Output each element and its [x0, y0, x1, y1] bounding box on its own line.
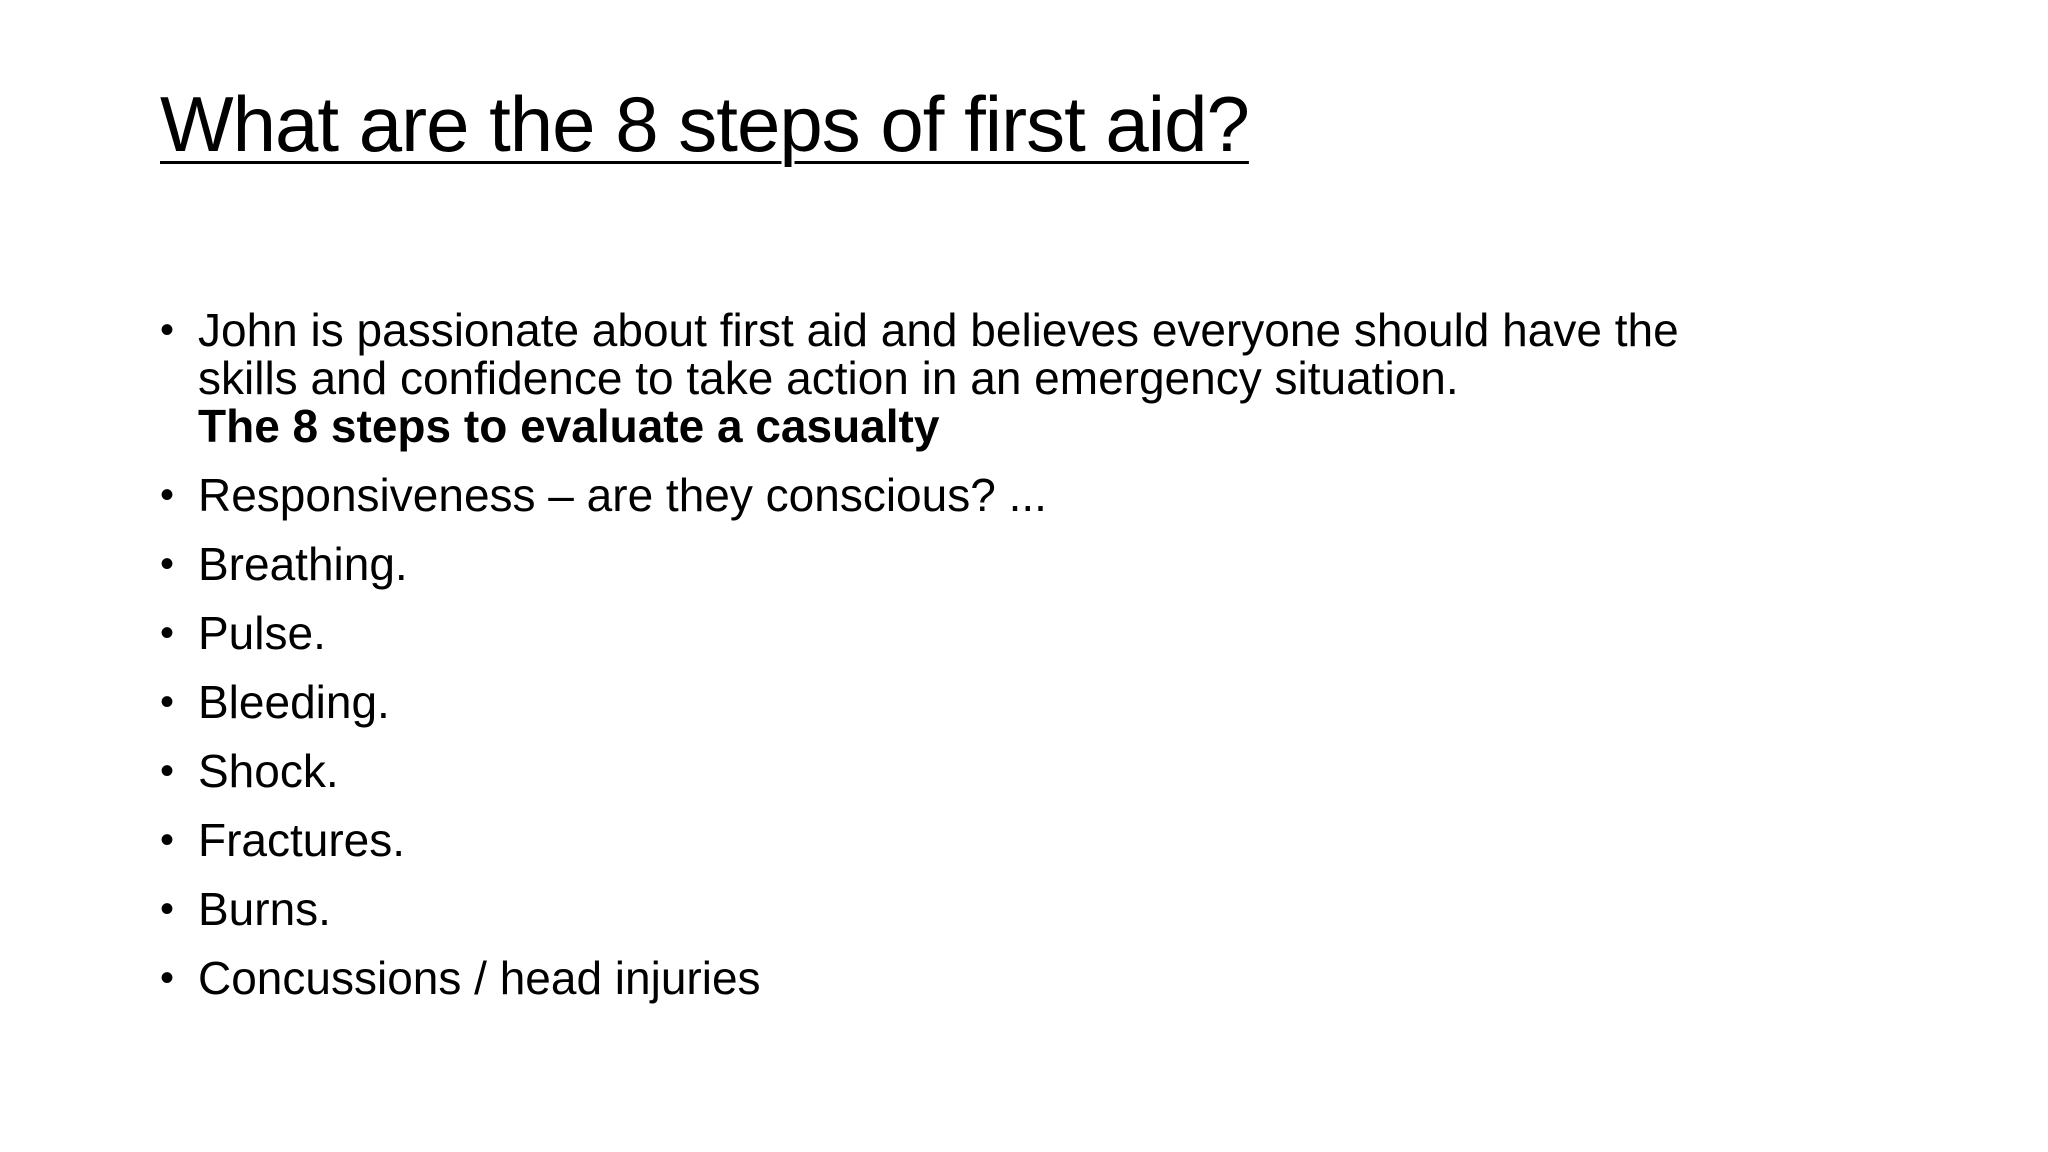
bullet-icon: •: [160, 749, 175, 793]
bullet-list: [160, 306, 1960, 1023]
step-text: Concussions / head injuries: [198, 952, 761, 1004]
step-text: Pulse.: [198, 607, 326, 659]
intro-text-line-2: skills and confidence to take action in an emergency situation.: [198, 352, 1459, 404]
bullet-icon: •: [160, 308, 175, 352]
bullet-icon: •: [160, 887, 175, 931]
step-item-breathing: [160, 540, 1960, 588]
step-text: Breathing.: [198, 538, 408, 590]
bullet-icon: •: [160, 680, 175, 724]
steps-heading: The 8 steps to evaluate a casualty: [198, 400, 940, 452]
step-text: Bleeding.: [198, 676, 390, 728]
slide-title: What are the 8 steps of first aid?: [160, 80, 1249, 168]
bullet-icon: •: [160, 473, 175, 517]
step-item-pulse: [160, 609, 1960, 657]
intro-text-line-1: John is passionate about first aid and believes everyone should have the: [198, 304, 1679, 356]
bullet-icon: •: [160, 818, 175, 862]
step-text: Burns.: [198, 883, 331, 935]
step-text: Shock.: [198, 745, 339, 797]
step-text: Fractures.: [198, 814, 406, 866]
step-text: Responsiveness – are they conscious? ...: [198, 469, 1047, 521]
step-item-concussions: [160, 954, 1960, 1002]
bullet-icon: •: [160, 611, 175, 655]
step-item-burns: [160, 885, 1960, 933]
bullet-icon: •: [160, 956, 175, 1000]
step-item-bleeding: [160, 678, 1960, 726]
step-item-responsiveness: [160, 471, 1960, 519]
intro-bullet: [160, 306, 1960, 450]
step-item-fractures: [160, 816, 1960, 864]
step-item-shock: [160, 747, 1960, 795]
bullet-icon: •: [160, 542, 175, 586]
